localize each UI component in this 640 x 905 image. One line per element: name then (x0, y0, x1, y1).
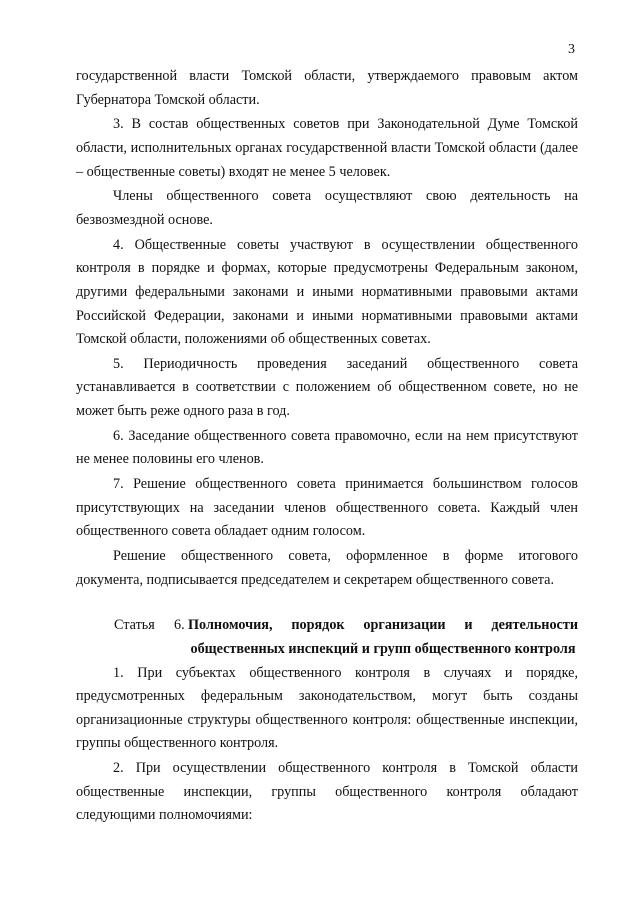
page-number: 3 (568, 42, 575, 57)
paragraph: 4. Общественные советы участвуют в осуществлении общественного контроля в порядке и формах, которые предусмотрены Федеральным законом, другими федеральными законами и иными нормативными правовыми актами Российской Федерации, законами и иными нормативными правовыми актами Томской области, положениями об общественных советах. (76, 236, 578, 348)
paragraph: 1. При субъектах общественного контроля в случаях и порядке, предусмотренных федеральным законодательством, могут быть созданы организационные структуры общественного контроля: общественные инспекции, группы общественного контроля. (76, 664, 578, 752)
article-heading (76, 614, 578, 661)
paragraph: государственной власти Томской области, утверждаемого правовым актом Губернатора Томской области. (76, 68, 578, 108)
paragraph: 2. При осуществлении общественного контроля в Томской области общественные инспекции, группы общественного контроля обладают следующими полномочиями: (76, 760, 578, 824)
article-label: Статья (114, 617, 155, 634)
article-title: Полномочия, порядок организации и деятельности общественных инспекций и групп общественного контроля (188, 617, 578, 657)
document-body (76, 65, 578, 829)
paragraph: 7. Решение общественного совета принимается большинством голосов присутствующих на заседании членов общественного совета. Каждый член общественного совета обладает одним голосом. (76, 476, 578, 540)
paragraph: Решение общественного совета, оформленное в форме итогового документа, подписывается председателем и секретарем общественного совета. (76, 548, 578, 588)
article-number: 6. (174, 617, 185, 634)
paragraph: 6. Заседание общественного совета правомочно, если на нем присутствуют не менее половины его членов. (76, 427, 578, 468)
paragraph: 3. В состав общественных советов при Законодательной Думе Томской области, исполнительных органах государственной власти Томской области (далее – общественные советы) входят не менее 5 человек. (76, 116, 578, 180)
paragraph: Члены общественного совета осуществляют свою деятельность на безвозмездной основе. (76, 188, 578, 228)
paragraph: 5. Периодичность проведения заседаний общественного совета устанавливается в соответствии с положением об общественном совете, но не может быть реже одного раза в год. (76, 355, 578, 420)
